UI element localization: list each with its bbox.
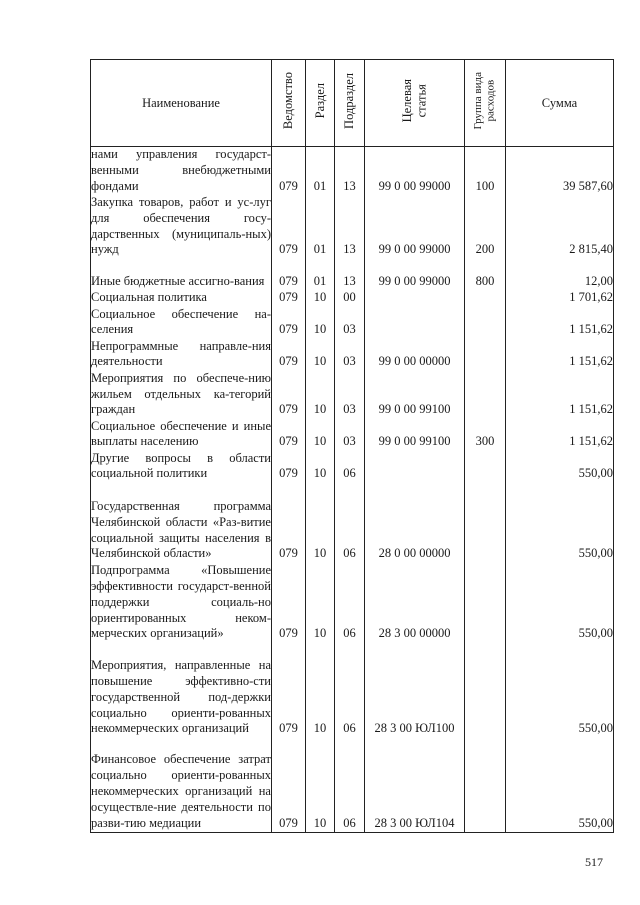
cell-ved: 079 xyxy=(272,338,306,370)
cell-name: Финансовое обеспечение затрат социально ориенти-рованных некоммерческих организаций на осуществле-ние деятельности по разви-тию медиации xyxy=(91,737,272,832)
cell-target: 99 0 00 99000 xyxy=(365,258,465,290)
cell-target: 28 0 00 00000 xyxy=(365,482,465,562)
table-row xyxy=(91,370,614,418)
cell-name: Социальная политика xyxy=(91,290,272,306)
cell-ved: 079 xyxy=(272,482,306,562)
cell-target xyxy=(365,450,465,482)
table-row xyxy=(91,290,614,306)
cell-raz: 10 xyxy=(306,338,335,370)
table-row xyxy=(91,450,614,482)
cell-pod: 03 xyxy=(335,338,365,370)
table-header-row xyxy=(91,60,614,147)
cell-ved: 079 xyxy=(272,418,306,450)
cell-target: 99 0 00 99100 xyxy=(365,418,465,450)
table-row xyxy=(91,642,614,737)
cell-target: 99 0 00 99000 xyxy=(365,195,465,259)
cell-sum: 550,00 xyxy=(506,642,614,737)
cell-sum: 1 151,62 xyxy=(506,338,614,370)
cell-raz: 10 xyxy=(306,370,335,418)
table-row xyxy=(91,306,614,338)
cell-pod: 03 xyxy=(335,370,365,418)
cell-sum: 550,00 xyxy=(506,450,614,482)
cell-name: Иные бюджетные ассигно-вания xyxy=(91,258,272,290)
cell-target: 28 3 00 ЮЛ100 xyxy=(365,642,465,737)
cell-target: 99 0 00 00000 xyxy=(365,338,465,370)
cell-target: 28 3 00 00000 xyxy=(365,562,465,642)
cell-raz: 10 xyxy=(306,290,335,306)
cell-ved: 079 xyxy=(272,562,306,642)
cell-group: 800 xyxy=(465,258,506,290)
cell-pod: 00 xyxy=(335,290,365,306)
cell-group xyxy=(465,642,506,737)
header-target: Целевая статья xyxy=(400,79,429,123)
cell-name: Непрограммные направле-ния деятельности xyxy=(91,338,271,369)
cell-ved: 079 xyxy=(272,370,306,418)
cell-raz: 10 xyxy=(306,306,335,338)
cell-pod: 06 xyxy=(335,642,365,737)
cell-group: 300 xyxy=(465,418,506,450)
cell-name: Социальное обеспечение на-селения xyxy=(91,306,271,337)
cell-group xyxy=(465,370,506,418)
cell-raz: 10 xyxy=(306,642,335,737)
cell-raz: 10 xyxy=(306,418,335,450)
cell-group: 100 xyxy=(465,147,506,195)
header-group: Группа вида расходов xyxy=(472,72,497,130)
cell-raz: 10 xyxy=(306,482,335,562)
header-razdel: Раздел xyxy=(312,83,327,119)
cell-pod: 13 xyxy=(335,258,365,290)
table-row xyxy=(91,338,614,370)
cell-ved: 079 xyxy=(272,737,306,832)
cell-name: Мероприятия по обеспече-нию жильем отдельных ка-тегорий граждан xyxy=(91,370,271,417)
header-vedomstvo: Ведомство xyxy=(281,72,296,130)
cell-pod: 03 xyxy=(335,418,365,450)
cell-name: Закупка товаров, работ и ус-луг для обеспечения госу-дарственных (муниципаль-ных) нужд xyxy=(91,194,271,257)
table-row xyxy=(91,147,614,195)
cell-sum: 1 151,62 xyxy=(506,370,614,418)
cell-group xyxy=(465,450,506,482)
cell-target xyxy=(365,290,465,306)
cell-name: Подпрограмма «Повышение эффективности государст-венной поддержки социаль-но ориентированных неком-мерческих организаций» xyxy=(91,562,271,641)
page-number: 517 xyxy=(585,855,603,869)
table-row xyxy=(91,562,614,642)
cell-sum: 550,00 xyxy=(506,562,614,642)
cell-target xyxy=(365,306,465,338)
cell-ved: 079 xyxy=(272,290,306,306)
cell-sum: 550,00 xyxy=(506,737,614,832)
cell-name: нами управления государст-венными внебюджетными фондами xyxy=(91,147,271,193)
cell-raz: 10 xyxy=(306,737,335,832)
budget-table xyxy=(90,59,614,833)
cell-group xyxy=(465,562,506,642)
cell-ved: 079 xyxy=(272,147,306,195)
cell-sum: 39 587,60 xyxy=(506,147,614,195)
cell-sum: 12,00 xyxy=(506,258,614,290)
cell-name: Другие вопросы в области социальной политики xyxy=(91,450,271,481)
cell-ved: 079 xyxy=(272,450,306,482)
cell-pod: 06 xyxy=(335,450,365,482)
cell-name: Мероприятия, направленные на повышение эффективно-сти государственной под-держки социально ориенти-рованных некоммерческих организаций xyxy=(91,642,272,737)
cell-pod: 13 xyxy=(335,147,365,195)
table-row xyxy=(91,482,614,562)
cell-name: Государственная программа Челябинской области «Раз-витие социальной защиты населения в Челябинской области» xyxy=(91,482,272,562)
table-row xyxy=(91,418,614,450)
cell-name: Социальное обеспечение и иные выплаты населению xyxy=(91,418,271,449)
cell-raz: 01 xyxy=(306,195,335,259)
header-sum: Сумма xyxy=(506,60,614,147)
cell-ved: 079 xyxy=(272,195,306,259)
cell-sum: 2 815,40 xyxy=(506,195,614,259)
cell-pod: 06 xyxy=(335,737,365,832)
cell-group xyxy=(465,306,506,338)
cell-sum: 1 151,62 xyxy=(506,418,614,450)
cell-target: 99 0 00 99000 xyxy=(365,147,465,195)
cell-pod: 06 xyxy=(335,562,365,642)
cell-pod: 06 xyxy=(335,482,365,562)
cell-target: 99 0 00 99100 xyxy=(365,370,465,418)
header-podrazdel: Подраздел xyxy=(342,73,357,129)
header-name: Наименование xyxy=(91,60,272,147)
cell-ved: 079 xyxy=(272,258,306,290)
cell-group: 200 xyxy=(465,195,506,259)
cell-target: 28 3 00 ЮЛ104 xyxy=(365,737,465,832)
cell-group xyxy=(465,290,506,306)
cell-ved: 079 xyxy=(272,306,306,338)
table-row xyxy=(91,195,614,259)
table-row xyxy=(91,737,614,832)
cell-raz: 01 xyxy=(306,258,335,290)
cell-sum: 550,00 xyxy=(506,482,614,562)
cell-raz: 10 xyxy=(306,562,335,642)
cell-group xyxy=(465,482,506,562)
cell-pod: 13 xyxy=(335,195,365,259)
cell-raz: 01 xyxy=(306,147,335,195)
cell-ved: 079 xyxy=(272,642,306,737)
table-row xyxy=(91,258,614,290)
cell-sum: 1 701,62 xyxy=(506,290,614,306)
cell-group xyxy=(465,338,506,370)
cell-pod: 03 xyxy=(335,306,365,338)
cell-raz: 10 xyxy=(306,450,335,482)
cell-sum: 1 151,62 xyxy=(506,306,614,338)
cell-group xyxy=(465,737,506,832)
